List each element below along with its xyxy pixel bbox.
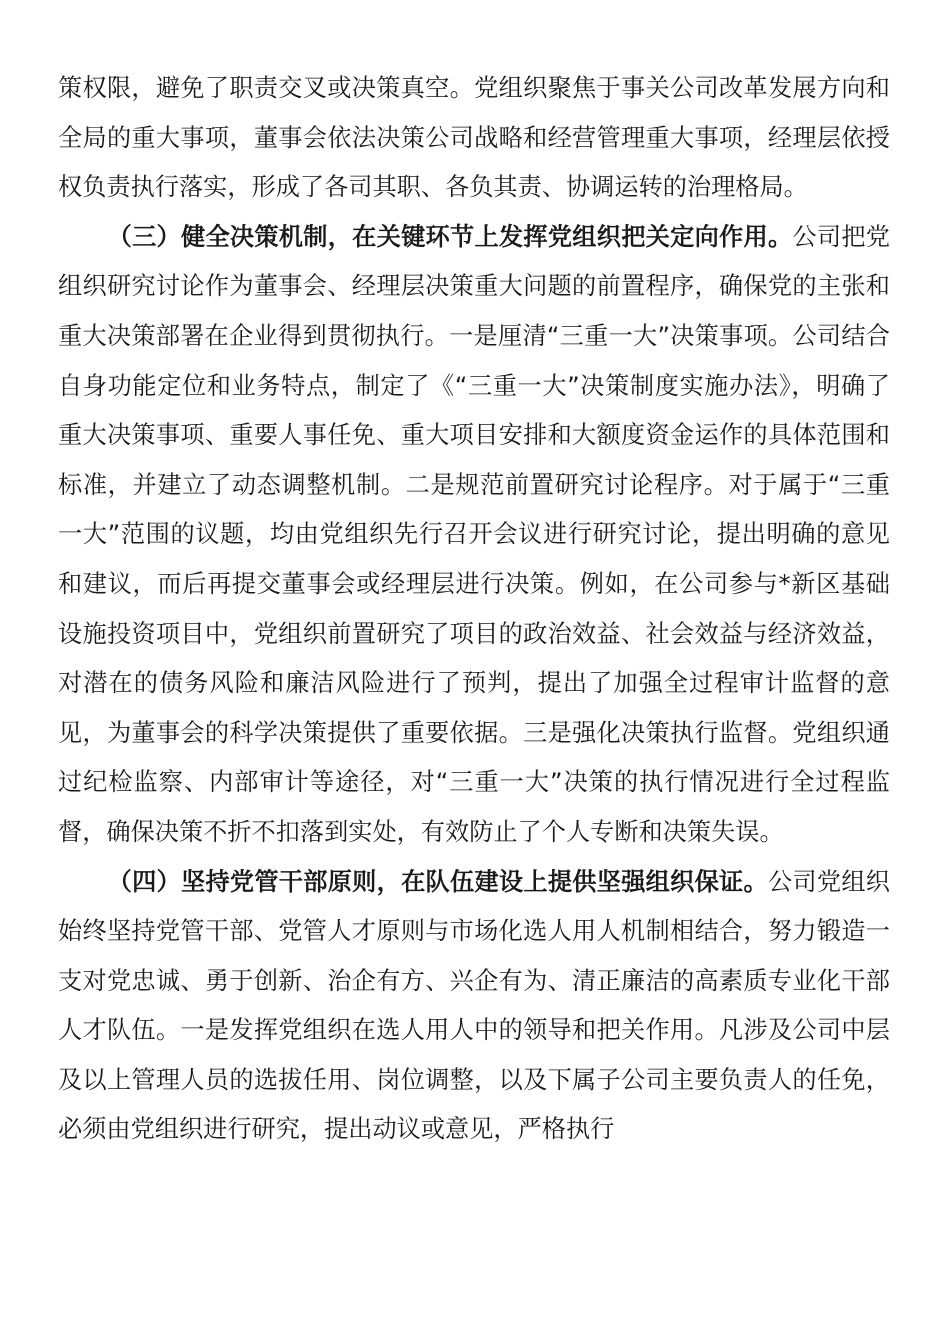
document-page bbox=[58, 64, 890, 1155]
paragraph-body: 策权限，避免了职责交叉或决策真空。党组织聚焦于事关公司改革发展方向和全局的重大事项，董事会依法决策公司战略和经营管理重大事项，经理层依授权负责执行落实，形成了各司其职、各负其责、协调运转的治理格局。 bbox=[58, 74, 890, 202]
section-heading: （四）坚持党管干部原则，在队伍建设上提供坚强组织保证。 bbox=[107, 867, 768, 896]
paragraph-section-4 bbox=[58, 858, 890, 1156]
paragraph-continuation bbox=[58, 64, 890, 213]
paragraph-section-3 bbox=[58, 213, 890, 858]
section-heading: （三）健全决策机制，在关键环节上发挥党组织把关定向作用。 bbox=[107, 222, 793, 251]
paragraph-body: 公司把党组织研究讨论作为董事会、经理层决策重大问题的前置程序，确保党的主张和重大决策部署在企业得到贯彻执行。一是厘清“三重一大”决策事项。公司结合自身功能定位和业务特点，制定了《“三重一大”决策制度实施办法》，明确了重大决策事项、重要人事任免、重大项目安排和大额度资金运作的具体范围和标准，并建立了动态调整机制。二是规范前置研究讨论程序。对于属于“三重一大”范围的议题，均由党组织先行召开会议进行研究讨论，提出明确的意见和建议，而后再提交董事会或经理层进行决策。例如，在公司参与*新区基础设施投资项目中，党组织前置研究了项目的政治效益、社会效益与经济效益，对潜在的债务风险和廉洁风险进行了预判，提出了加强全过程审计监督的意见，为董事会的科学决策提供了重要依据。三是强化决策执行监督。党组织通过纪检监察、内部审计等途径，对“三重一大”决策的执行情况进行全过程监督，确保决策不折不扣落到实处，有效防止了个人专断和决策失误。 bbox=[58, 222, 890, 846]
paragraph-body: 公司党组织始终坚持党管干部、党管人才原则与市场化选人用人机制相结合，努力锻造一支对党忠诚、勇于创新、治企有方、兴企有为、清正廉洁的高素质专业化干部人才队伍。一是发挥党组织在选人用人中的领导和把关作用。凡涉及公司中层及以上管理人员的选拔任用、岗位调整，以及下属子公司主要负责人的任免，必须由党组织进行研究，提出动议或意见，严格执行 bbox=[58, 867, 890, 1144]
